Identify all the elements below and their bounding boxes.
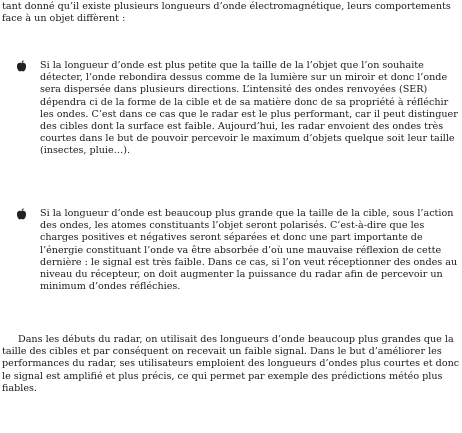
bullet-text: Si la longueur d’onde est plus petite que la taille de la l’objet que l’on souhaite détecter, l’onde rebondira dessus comme de la lumière sur un miroir et donc l’onde sera dispersée dans plusieurs directions. L’intensité des ondes renvoyées (SER) dépendra ci de la forme de la cible et de sa matière donc de sa propriété à réfléchir les ondes. C’est dans ce cas que le radar est le plus performant, car il peut distinguer des cibles dont la surface est faible. Aujourd’hui, les radar envoient des ondes très courtes dans le but de pouvoir percevoir le maximum d’objets quelque soit leur taille (insectes, pluie…). <box>40 60 458 157</box>
apple-bullet-icon <box>16 208 28 220</box>
intro-text: tant donné qu’il existe plusieurs longueurs d’onde électromagnétique, leurs comportements face à un objet diffèrent : <box>2 1 451 25</box>
apple-bullet-icon <box>16 60 28 72</box>
bullet-text: Si la longueur d’onde est beaucoup plus grande que la taille de la cible, sous l’action des ondes, les atomes constituants l’objet seront polarisés. C’est-à-dire que les charges positives et négatives seront séparées et donc une part importante de l’énergie constituant l’onde va être absorbée d’où une mauvaise réflexion de cette dernière : le signal est très faible. Dans ce cas, si l’on veut réceptionner des ondes au niveau du récepteur, on doit augmenter la puissance du radar afin de percevoir un minimum d’ondes réfléchies. <box>40 208 458 293</box>
body-paragraph: Dans les débuts du radar, on utilisait des longueurs d’onde beaucoup plus grandes que la taille des cibles et par conséquent on recevait un faible signal. Dans le but d’améliorer les performances du radar, ses utilisateurs emploient des longueurs d’ondes plus courtes et donc le signal est amplifié et plus précis, ce qui permet par exemple des prédictions météo plus fiables. <box>2 334 460 394</box>
